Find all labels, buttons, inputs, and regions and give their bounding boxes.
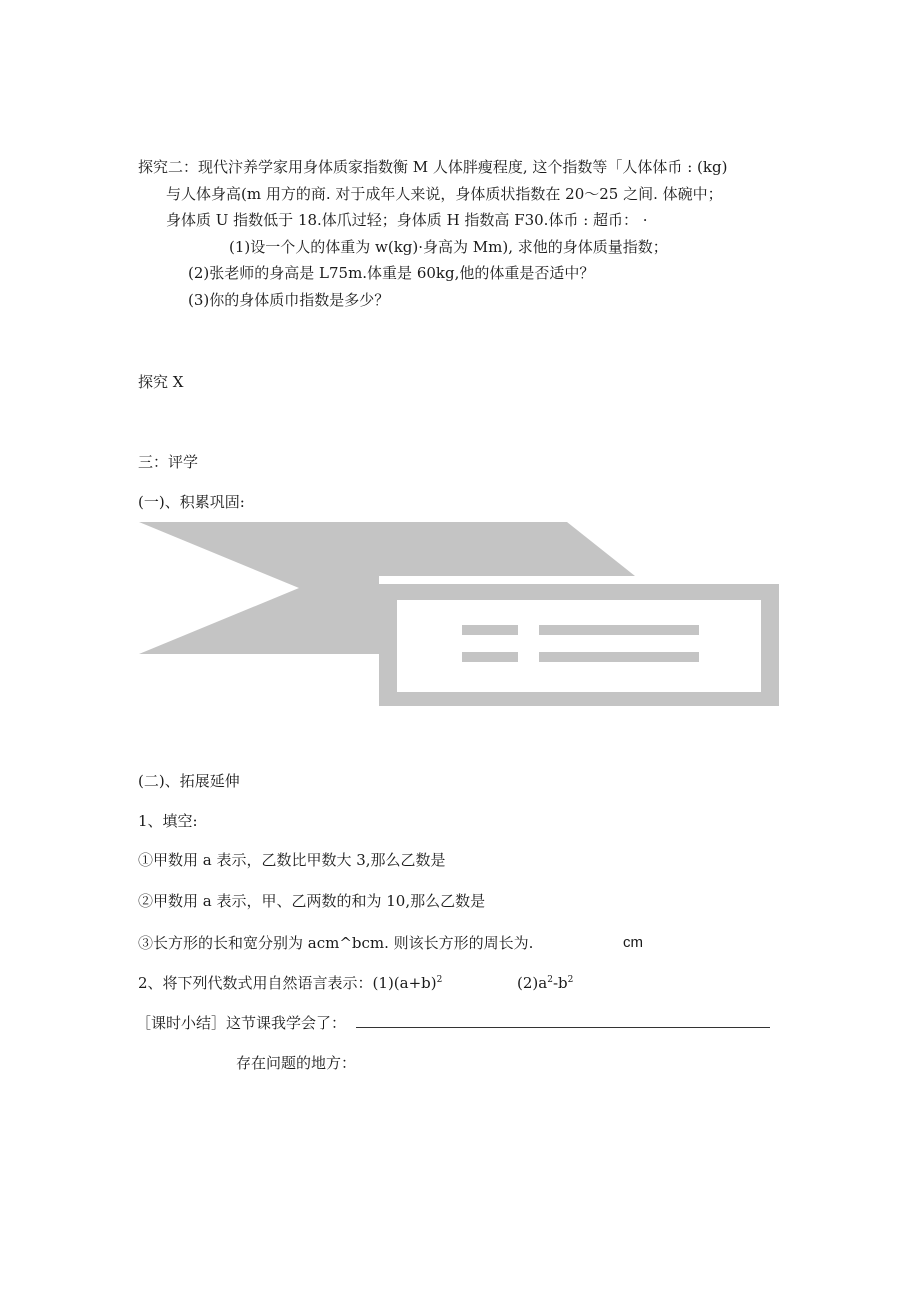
summary-label: ［课时小结］这节课我学会了： bbox=[136, 1014, 347, 1032]
expression-2-base-b: -b bbox=[552, 974, 568, 992]
part1-title: (一)、积累巩固: bbox=[138, 493, 245, 511]
question-2-text: 2、将下列代数式用自然语言表示：(1)(a+b) bbox=[138, 974, 437, 992]
fill-item-3: ③长方形的长和宽分别为 acm^bcm. 则该长方形的周长为. bbox=[138, 934, 534, 952]
section3-title: 三：评学 bbox=[138, 453, 199, 471]
expression-2-base-a: (2)a bbox=[517, 974, 548, 992]
summary-answer-line[interactable] bbox=[356, 1027, 770, 1028]
explore2-line2: 与人体身高(m 用方的商. 对于成年人来说，身体质状指数在 20〜25 之间. 体碗中； bbox=[166, 185, 723, 203]
explore2-line1: 探究二：现代汴养学家用身体质家指数衡 M 人体胖瘦程度, 这个指数等「人体体币 : (kg) bbox=[138, 158, 728, 176]
fill-item-3-unit: cm bbox=[623, 934, 643, 951]
explore2-line3: 身体质 U 指数低于 18.体爪过轻；身体质 H 指数高 F30.体币 : 超币： · bbox=[166, 211, 648, 229]
figure-line-long-top bbox=[539, 625, 699, 635]
superscript-2: 2 bbox=[547, 975, 553, 985]
explore2-question-2: (2)张老师的身高是 L75m.体重是 60kg,他的体重是否适中？ bbox=[188, 264, 595, 282]
part2-title: (二)、拓展延伸 bbox=[138, 772, 240, 790]
issues-label: 存在问题的地方： bbox=[236, 1054, 357, 1072]
part2-question-2 bbox=[138, 973, 442, 993]
superscript-2: 2 bbox=[436, 975, 443, 985]
question-2-expression-2 bbox=[517, 973, 573, 993]
figure-inner-panel bbox=[397, 600, 761, 692]
figure-line-short-top bbox=[462, 625, 518, 635]
explore2-question-1: (1)设一个人的体重为 w(kg)·身高为 Mm), 求他的身体质量指数； bbox=[229, 238, 668, 256]
fill-item-1: ①甲数用 a 表示，乙数比甲数大 3,那么乙数是 bbox=[138, 851, 446, 869]
superscript-2: 2 bbox=[567, 975, 574, 985]
placeholder-image-icon bbox=[139, 522, 779, 706]
explore2-question-3: (3)你的身体质巾指数是多少？ bbox=[188, 291, 390, 309]
fill-item-2: ②甲数用 a 表示，甲、乙两数的和为 10,那么乙数是 bbox=[138, 892, 486, 910]
figure-line-long-bottom bbox=[539, 652, 699, 662]
figure-line-short-bottom bbox=[462, 652, 518, 662]
explore3-title: 探究 X bbox=[138, 373, 184, 391]
part2-question-1-title: 1、填空: bbox=[138, 812, 198, 830]
